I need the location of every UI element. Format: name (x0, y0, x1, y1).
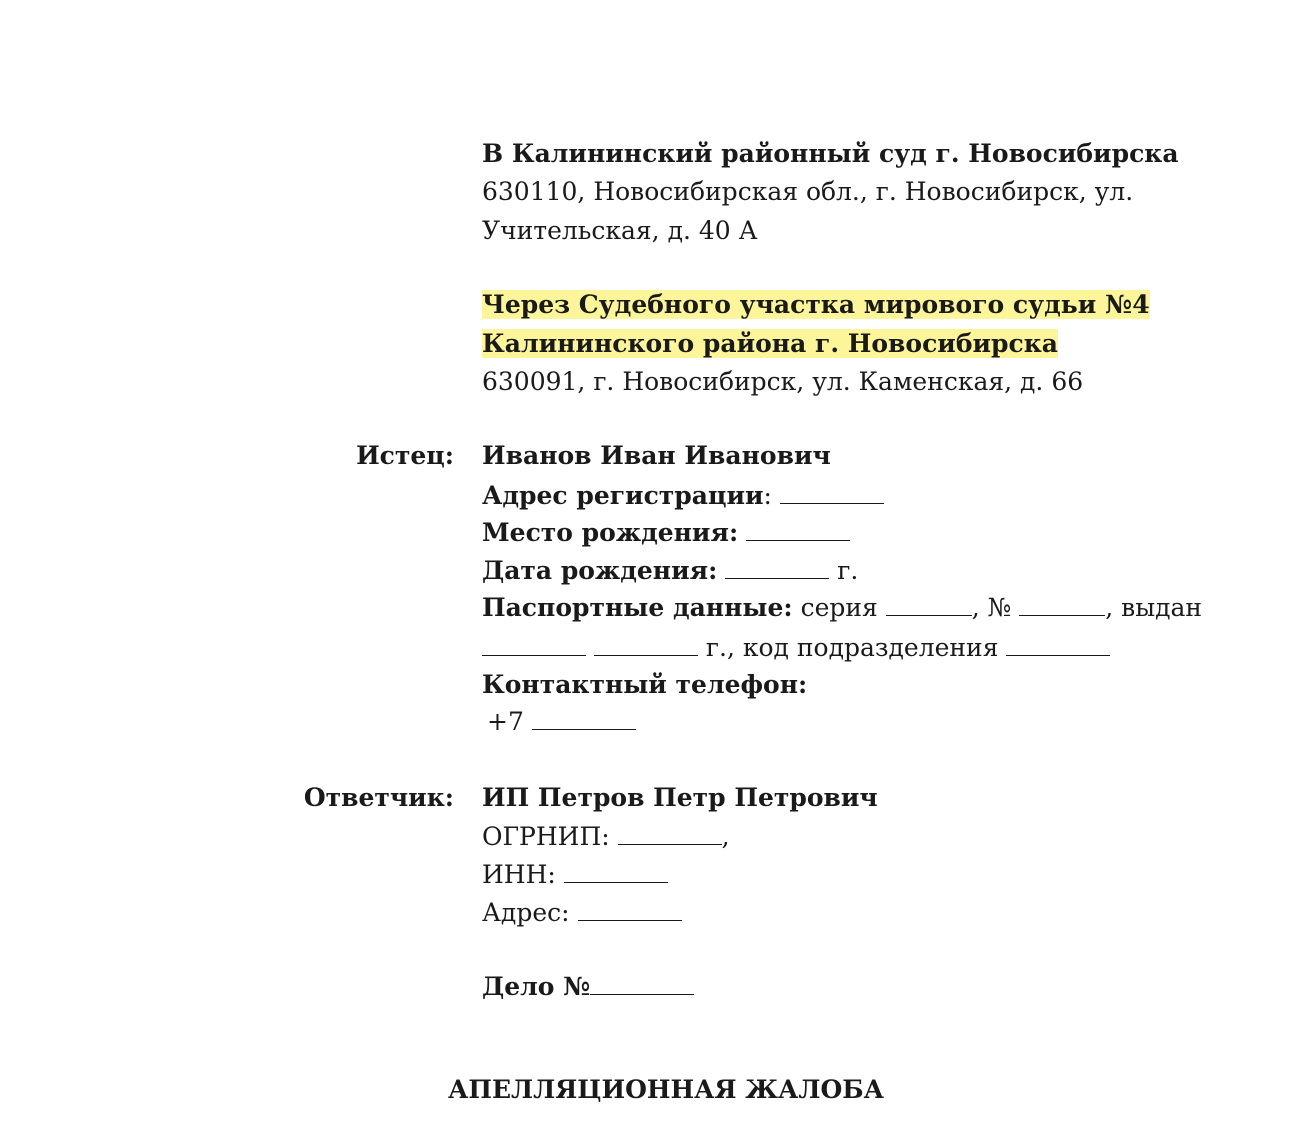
phone-prefix: +7 (487, 707, 524, 736)
via-highlight-1: Через Судебного участка мирового судьи №4 (482, 290, 1150, 319)
birthdate-blank (725, 559, 829, 579)
plaintiff-role-label: Истец: (356, 441, 454, 470)
passport-issued-text: , выдан (1105, 593, 1203, 622)
via-court-line2 (482, 329, 1058, 359)
birthdate-year-suffix: г. (837, 556, 859, 585)
defendant-address-blank (578, 901, 682, 921)
defendant-name: ИП Петров Петр Петрович (482, 783, 878, 812)
plaintiff-birthdate (482, 556, 858, 586)
ogrnip-label: ОГРНИП: (482, 822, 610, 851)
case-number-blank (590, 975, 694, 995)
defendant-inn (482, 860, 668, 890)
plaintiff-phone-label: Контактный телефон: (482, 670, 808, 699)
passport-number-blank (1019, 596, 1105, 616)
via-highlight-2: Калининского района г. Новосибирска (482, 329, 1059, 358)
plaintiff-phone (487, 707, 636, 737)
division-code-blank (1006, 636, 1110, 656)
registration-blank (780, 484, 884, 504)
document-title: АПЕЛЛЯЦИОННАЯ ЖАЛОБА (448, 1075, 884, 1104)
plaintiff-birthplace (482, 518, 850, 548)
inn-blank (564, 863, 668, 883)
case-label: Дело № (482, 972, 591, 1001)
registration-label: Адрес регистрации (482, 481, 764, 510)
plaintiff-passport-issued (482, 633, 1110, 663)
issued-by-blank (482, 636, 586, 656)
passport-label: Паспортные данные: (482, 593, 793, 622)
passport-number-text: , № (971, 593, 1012, 622)
birthplace-blank (746, 521, 850, 541)
court-address-line2: Учительская, д. 40 А (482, 216, 758, 245)
plaintiff-name: Иванов Иван Иванович (482, 441, 831, 470)
via-court-address: 630091, г. Новосибирск, ул. Каменская, д. 66 (482, 367, 1084, 396)
registration-colon: : (763, 481, 772, 510)
plaintiff-registration (482, 481, 884, 511)
issued-suffix: г., код подразделения (705, 633, 999, 662)
birthdate-label: Дата рождения: (482, 556, 718, 585)
issued-date-blank (594, 636, 698, 656)
plaintiff-passport (482, 593, 1202, 623)
court-name: В Калининский районный суд г. Новосибирска (482, 139, 1179, 168)
inn-label: ИНН: (482, 860, 556, 889)
passport-series-text: серия (800, 593, 878, 622)
defendant-address-label: Адрес: (482, 898, 570, 927)
ogrnip-suffix: , (721, 822, 730, 851)
via-court-line1 (482, 290, 1150, 320)
court-address-line1: 630110, Новосибирская обл., г. Новосибирск, ул. (482, 177, 1134, 206)
case-number (482, 972, 694, 1002)
defendant-address (482, 898, 682, 928)
ogrnip-blank (618, 825, 722, 845)
defendant-role-label: Ответчик: (303, 783, 454, 812)
defendant-ogrnip (482, 822, 730, 852)
birthplace-label: Место рождения: (482, 518, 739, 547)
passport-series-blank (886, 596, 972, 616)
phone-blank (532, 710, 636, 730)
